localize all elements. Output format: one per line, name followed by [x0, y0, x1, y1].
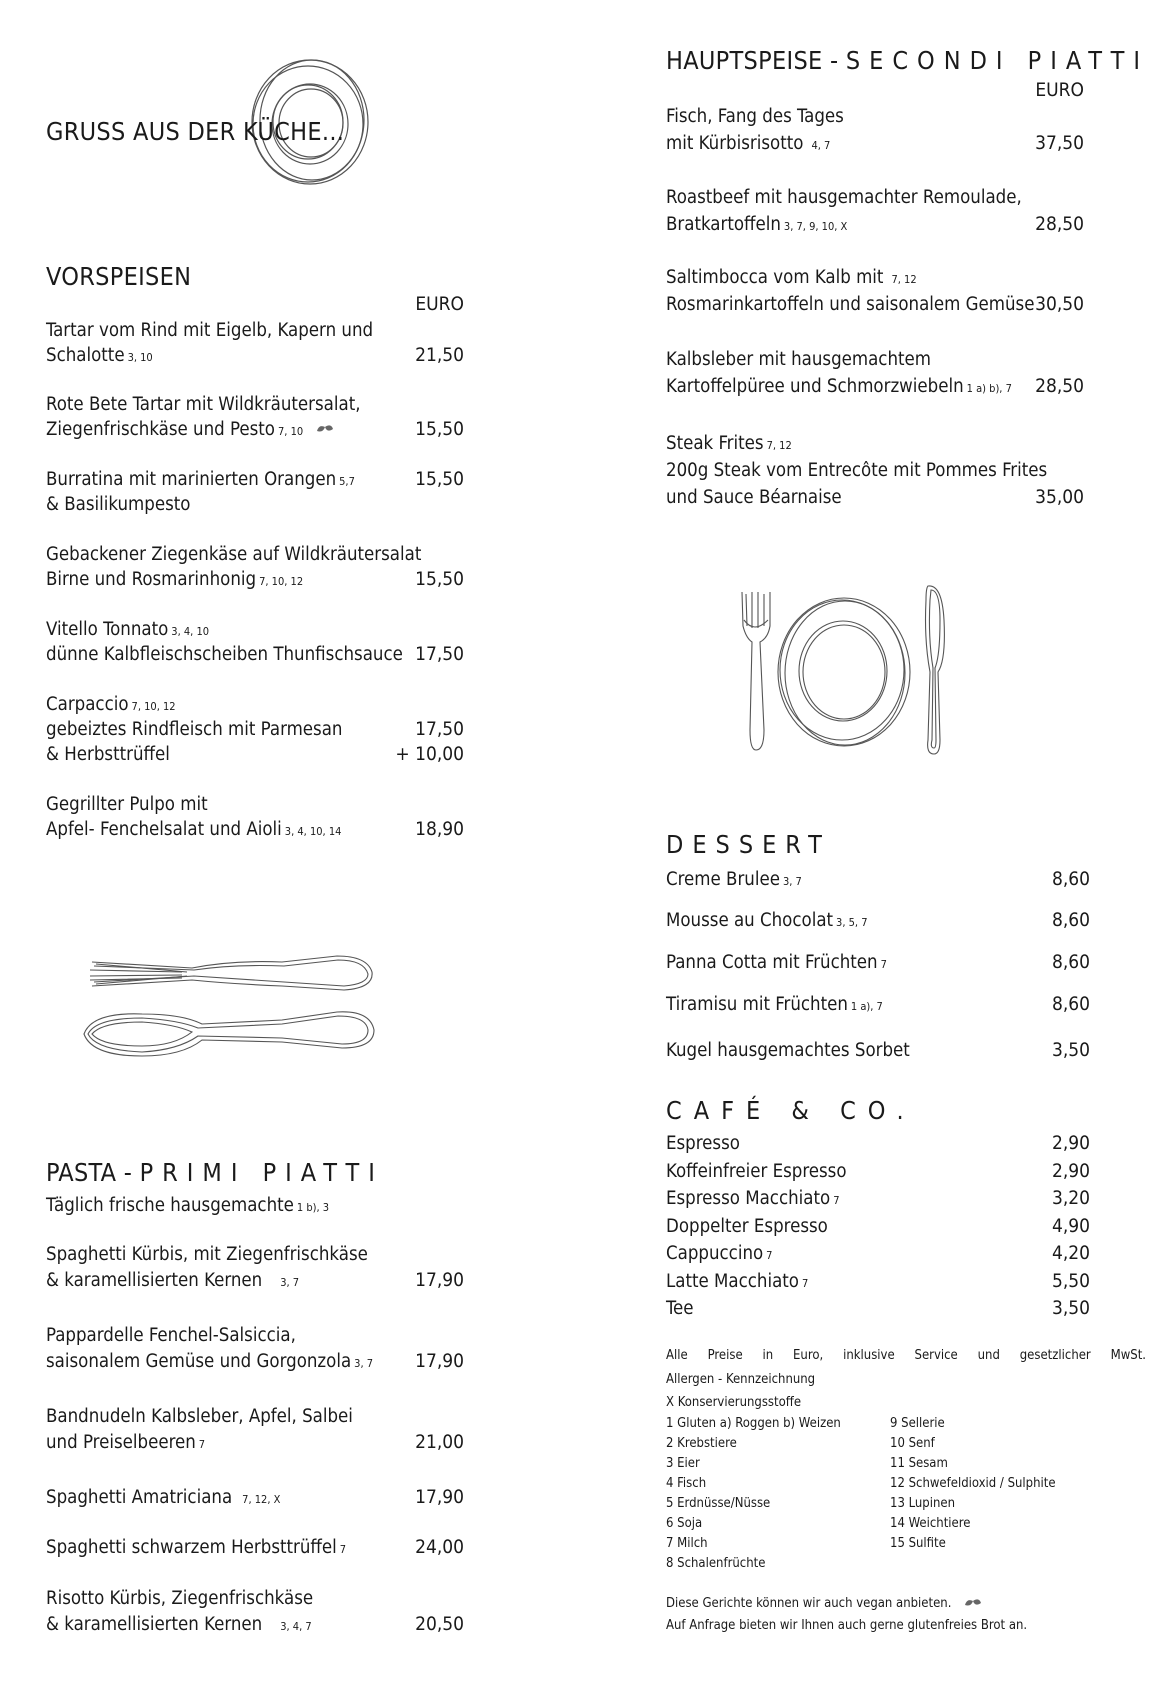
haupt-item-text: Kalbsleber mit hausgemachtem: [666, 349, 931, 370]
pasta-item-price: 24,00: [415, 1536, 464, 1558]
dessert-item: [666, 1037, 910, 1064]
dessert-item: [666, 907, 868, 936]
vorspeisen-item-line: [46, 416, 335, 445]
vorspeisen-item-text: Schalotte: [46, 345, 125, 366]
pasta-title-b: PRIMI PIATTI: [139, 1158, 384, 1187]
haupt-item-price: 30,50: [1035, 293, 1084, 315]
haupt-item-price: 28,50: [1035, 375, 1084, 397]
allergen-entry: 11 Sesam: [890, 1456, 948, 1471]
allergen-entry: 4 Fisch: [666, 1476, 707, 1491]
cafe-item-price: 2,90: [1051, 1159, 1090, 1182]
pasta-item-line: [46, 1429, 205, 1458]
cafe-item-price: 4,20: [1051, 1242, 1090, 1264]
prices-note-word: Preise: [707, 1348, 743, 1363]
pasta-item-text: Spaghetti schwarzem Herbsttrüffel: [46, 1537, 337, 1558]
dessert-item-allergens: 7: [880, 958, 887, 971]
preservatives-note: X Konservierungsstoffe: [666, 1395, 802, 1410]
dessert-item-price: 8,60: [1051, 993, 1090, 1015]
haupt-item-line: [666, 211, 847, 240]
haupt-item-text: und Sauce Béarnaise: [666, 487, 842, 508]
pasta-title: [46, 1158, 384, 1188]
allergen-entry: 14 Weichtiere: [890, 1516, 971, 1531]
haupt-title: [666, 46, 1149, 76]
haupt-item-line: [666, 130, 830, 159]
cafe-item-price: 3,20: [1051, 1187, 1090, 1209]
dessert-item-name: Panna Cotta mit Früchten: [666, 952, 878, 973]
allergen-entry: 7 Milch: [666, 1536, 708, 1551]
cafe-item: [666, 1158, 847, 1185]
pasta-item-price: 17,90: [415, 1350, 464, 1372]
dessert-item: [666, 949, 887, 978]
fork-spoon-sketch-icon: [82, 950, 382, 1080]
vorspeisen-item-allergens: 3, 4, 10, 14: [284, 825, 342, 838]
vorspeisen-item-text: Tartar vom Rind mit Eigelb, Kapern und: [46, 320, 374, 341]
pasta-item-text: und Preiselbeeren: [46, 1432, 196, 1453]
allergen-entry: 3 Eier: [666, 1456, 700, 1471]
pasta-item-text: Spaghetti Amatriciana: [46, 1487, 233, 1508]
vorspeisen-item-text: & Basilikumpesto: [46, 494, 191, 515]
vorspeisen-item-price: 15,50: [415, 418, 464, 440]
pasta-item-text: Risotto Kürbis, Ziegenfrischkäse: [46, 1588, 314, 1609]
cafe-item-allergens: 7: [801, 1276, 809, 1290]
dessert-item-allergens: 3, 7: [782, 875, 802, 888]
pasta-item-line: [46, 1267, 299, 1296]
haupt-item-allergens: 1 a) b), 7: [966, 382, 1012, 395]
haupt-item-text: Steak Frites: [666, 433, 764, 454]
cafe-item-name: Koffeinfreier Espresso: [666, 1160, 847, 1182]
vorspeisen-item-line: [46, 791, 208, 818]
vorspeisen-item-price: 21,50: [415, 344, 464, 366]
vorspeisen-item-allergens: 3, 10: [127, 351, 153, 364]
pasta-item-text: Bandnudeln Kalbsleber, Apfel, Salbei: [46, 1406, 353, 1427]
cafe-item: [666, 1213, 828, 1240]
pasta-item-text: & karamellisierten Kernen: [46, 1270, 263, 1291]
pasta-item-line: [46, 1484, 280, 1513]
pasta-item-allergens: 7, 12, X: [242, 1493, 281, 1506]
vorspeisen-item-line: [46, 541, 421, 568]
vorspeisen-item-line: [46, 741, 170, 768]
vorspeisen-item-price: 17,50: [415, 718, 464, 740]
prices-note-word: Service: [914, 1348, 958, 1363]
pasta-item-text: & karamellisierten Kernen: [46, 1614, 263, 1635]
cafe-item-name: Latte Macchiato: [666, 1270, 799, 1292]
haupt-item-line: [666, 346, 931, 373]
vorspeisen-item-line: [46, 342, 153, 371]
prices-note: [666, 1346, 1146, 1366]
pasta-item-allergens: 7: [339, 1543, 347, 1556]
pasta-item-line: [46, 1585, 313, 1612]
vorspeisen-item-price: 15,50: [415, 568, 464, 590]
prices-note-word: und: [977, 1348, 1000, 1363]
allergen-entry: 12 Schwefeldioxid / Sulphite: [890, 1476, 1056, 1491]
vorspeisen-item-allergens: 3, 4, 10: [171, 625, 210, 638]
haupt-item-text: Saltimbocca vom Kalb mit: [666, 267, 884, 288]
dessert-item-allergens: 3, 5, 7: [836, 916, 868, 929]
haupt-item-allergens: 7, 12: [891, 273, 917, 286]
pasta-item-price: 17,90: [415, 1269, 464, 1291]
cafe-item-price: 2,90: [1051, 1132, 1090, 1154]
pasta-item-price: 17,90: [415, 1486, 464, 1508]
pasta-subtitle-allergens: 1 b), 3: [296, 1201, 330, 1214]
vorspeisen-item-text: Gegrillter Pulpo mit: [46, 794, 208, 815]
allergen-heading: Allergen - Kennzeichnung: [666, 1372, 816, 1387]
vorspeisen-item-text: Rote Bete Tartar mit Wildkräutersalat,: [46, 394, 361, 415]
pasta-item-allergens: 3, 4, 7: [280, 1620, 312, 1633]
dessert-item-name: Kugel hausgemachtes Sorbet: [666, 1040, 910, 1061]
vorspeisen-item-price: 17,50: [415, 643, 464, 665]
haupt-item-text: 200g Steak vom Entrecôte mit Pommes Frites: [666, 460, 1048, 481]
cafe-item-name: Cappuccino: [666, 1243, 764, 1264]
pasta-item-line: [46, 1241, 368, 1268]
vorspeisen-item-price: 18,90: [415, 818, 464, 840]
vorspeisen-item-text: Birne und Rosmarinhonig: [46, 569, 257, 590]
leaf-icon: [315, 423, 335, 437]
vorspeisen-item-allergens: 7, 10, 12: [131, 700, 176, 713]
prices-note-word: gesetzlicher: [1019, 1348, 1091, 1363]
pasta-item-line: [46, 1322, 296, 1349]
vorspeisen-item-price: 15,50: [415, 468, 464, 490]
dessert-item: [666, 866, 802, 895]
cafe-item: [666, 1268, 808, 1297]
vorspeisen-item-allergens: 5,7: [339, 475, 355, 488]
cafe-item-name: Tee: [666, 1298, 694, 1319]
vorspeisen-item-line: [46, 566, 303, 595]
haupt-item-line: [666, 457, 1047, 484]
allergen-entry: 9 Sellerie: [890, 1416, 945, 1431]
cafe-item-name: Doppelter Espresso: [666, 1215, 828, 1237]
allergen-entry: 6 Soja: [666, 1516, 703, 1531]
cafe-item-price: 5,50: [1051, 1269, 1090, 1292]
vorspeisen-title: VORSPEISEN: [46, 262, 192, 291]
allergen-entry: 13 Lupinen: [890, 1496, 955, 1511]
prices-note-word: in: [762, 1348, 774, 1363]
haupt-item-text: Roastbeef mit hausgemachter Remoulade,: [666, 187, 1022, 208]
cafe-item: [666, 1185, 839, 1214]
pasta-item-line: [46, 1611, 312, 1640]
vorspeisen-item-line: [46, 391, 361, 418]
prices-note-word: MwSt.: [1110, 1348, 1146, 1363]
vorspeisen-item-text: Apfel- Fenchelsalat und Aioli: [46, 819, 282, 840]
vegan-note-text: Diese Gerichte können wir auch vegan anbieten.: [666, 1596, 952, 1611]
vorspeisen-item-line: [46, 816, 341, 845]
dessert-title: DESSERT: [666, 830, 831, 859]
dessert-item: [666, 991, 883, 1020]
prices-note-word: Euro,: [793, 1348, 824, 1363]
vorspeisen-item-line: [46, 641, 403, 668]
allergen-entry: 10 Senf: [890, 1436, 935, 1451]
pasta-item-allergens: 3, 7: [280, 1276, 300, 1289]
pasta-item-price: 20,50: [415, 1613, 464, 1635]
haupt-item-line: [666, 264, 917, 293]
vorspeisen-item-text: gebeiztes Rindfleisch mit Parmesan: [46, 719, 343, 740]
cafe-item: [666, 1240, 772, 1269]
prices-note-word: inklusive: [843, 1348, 895, 1363]
haupt-item-line: [666, 484, 842, 511]
allergen-entry: 15 Sulfite: [890, 1536, 946, 1551]
gluten-note: Auf Anfrage bieten wir Ihnen auch gerne glutenfreies Brot an.: [666, 1618, 1028, 1633]
cafe-item-price: 3,50: [1051, 1297, 1090, 1319]
cafe-item: [666, 1130, 740, 1157]
cafe-item-name: Espresso: [666, 1133, 740, 1154]
pasta-subtitle: [46, 1192, 329, 1221]
vorspeisen-item-text: Carpaccio: [46, 694, 129, 715]
place-setting-sketch-icon: [738, 580, 968, 760]
cafe-item-price: 4,90: [1051, 1214, 1090, 1237]
vorspeisen-item-allergens: 7, 10: [277, 425, 304, 438]
haupt-item-price: 35,00: [1035, 486, 1084, 508]
vorspeisen-item-text: Burratina mit marinierten Orangen: [46, 469, 337, 490]
prices-note-word: Alle: [666, 1348, 688, 1363]
cafe-title: CAFÉ & CO.: [666, 1096, 916, 1125]
haupt-item-text: Rosmarinkartoffeln und saisonalem Gemüse: [666, 294, 1035, 315]
vorspeisen-item-allergens: 7, 10, 12: [259, 575, 304, 588]
haupt-item-allergens: 4, 7: [811, 139, 831, 152]
haupt-item-price: 28,50: [1035, 213, 1084, 235]
allergen-entry: 1 Gluten a) Roggen b) Weizen: [666, 1416, 841, 1431]
pasta-item-text: Spaghetti Kürbis, mit Ziegenfrischkäse: [46, 1244, 368, 1265]
haupt-item-price: 37,50: [1035, 132, 1084, 154]
haupt-title-b: SECONDI PIATTI: [845, 46, 1149, 75]
dessert-item-name: Tiramisu mit Früchten: [666, 994, 848, 1015]
vorspeisen-item-price-extra: + 10,00: [395, 743, 464, 765]
pasta-item-allergens: 3, 7: [354, 1357, 374, 1370]
vorspeisen-item-text: Ziegenfrischkäse und Pesto: [46, 419, 275, 440]
pasta-subtitle-text: Täglich frische hausgemachte: [46, 1195, 294, 1216]
cafe-item-allergens: 7: [766, 1249, 773, 1262]
haupt-title-a: HAUPTSPEISE -: [666, 46, 846, 75]
gruss-title: GRUSS AUS DER KÜCHE...: [46, 117, 345, 146]
vorspeisen-item-text: Vitello Tonnato: [46, 619, 169, 640]
haupt-item-text: Fisch, Fang des Tages: [666, 106, 844, 127]
haupt-item-line: [666, 373, 1012, 402]
pasta-title-a: PASTA -: [46, 1158, 140, 1187]
vegan-note: [666, 1594, 983, 1614]
pasta-item-text: saisonalem Gemüse und Gorgonzola: [46, 1351, 352, 1372]
haupt-item-text: Kartoffelpüree und Schmorzwiebeln: [666, 376, 964, 397]
haupt-currency: EURO: [1035, 79, 1084, 101]
haupt-item-allergens: 3, 7, 9, 10, X: [783, 220, 848, 233]
pasta-item-line: [46, 1348, 373, 1377]
dessert-item-name: Creme Brulee: [666, 869, 780, 890]
pasta-item-line: [46, 1534, 346, 1563]
vorspeisen-item-text: & Herbsttrüffel: [46, 744, 170, 765]
leaf-icon: [963, 1597, 983, 1611]
haupt-item-text: Bratkartoffeln: [666, 214, 781, 235]
pasta-item-text: Pappardelle Fenchel-Salsiccia,: [46, 1325, 296, 1346]
dessert-item-price: 8,60: [1051, 951, 1090, 973]
haupt-item-line: [666, 430, 792, 459]
vorspeisen-item-line: [46, 317, 373, 344]
cafe-item-name: Espresso Macchiato: [666, 1188, 831, 1209]
vorspeisen-item-text: dünne Kalbfleischscheiben Thunfischsauce: [46, 644, 403, 665]
dessert-item-price: 3,50: [1051, 1039, 1090, 1061]
haupt-item-line: [666, 291, 1034, 318]
haupt-item-line: [666, 103, 844, 130]
vorspeisen-item-line: [46, 491, 190, 518]
vorspeisen-currency: EURO: [415, 293, 464, 315]
dessert-item-allergens: 1 a), 7: [850, 1000, 883, 1013]
vorspeisen-item-text: Gebackener Ziegenkäse auf Wildkräutersalat: [46, 544, 422, 565]
vorspeisen-item-line: [46, 716, 342, 743]
dessert-item-price: 8,60: [1051, 909, 1090, 931]
pasta-item-line: [46, 1403, 353, 1430]
allergen-entry: 8 Schalenfrüchte: [666, 1556, 766, 1571]
allergen-entry: 5 Erdnüsse/Nüsse: [666, 1496, 771, 1511]
haupt-item-text: mit Kürbisrisotto: [666, 133, 804, 154]
cafe-item-allergens: 7: [833, 1194, 840, 1207]
cafe-item: [666, 1295, 694, 1322]
dessert-item-name: Mousse au Chocolat: [666, 910, 834, 931]
haupt-item-allergens: 7, 12: [766, 439, 792, 452]
haupt-item-line: [666, 184, 1022, 211]
allergen-entry: 2 Krebstiere: [666, 1436, 737, 1451]
pasta-item-price: 21,00: [415, 1431, 464, 1453]
pasta-item-allergens: 7: [198, 1438, 206, 1451]
dessert-item-price: 8,60: [1051, 868, 1090, 890]
